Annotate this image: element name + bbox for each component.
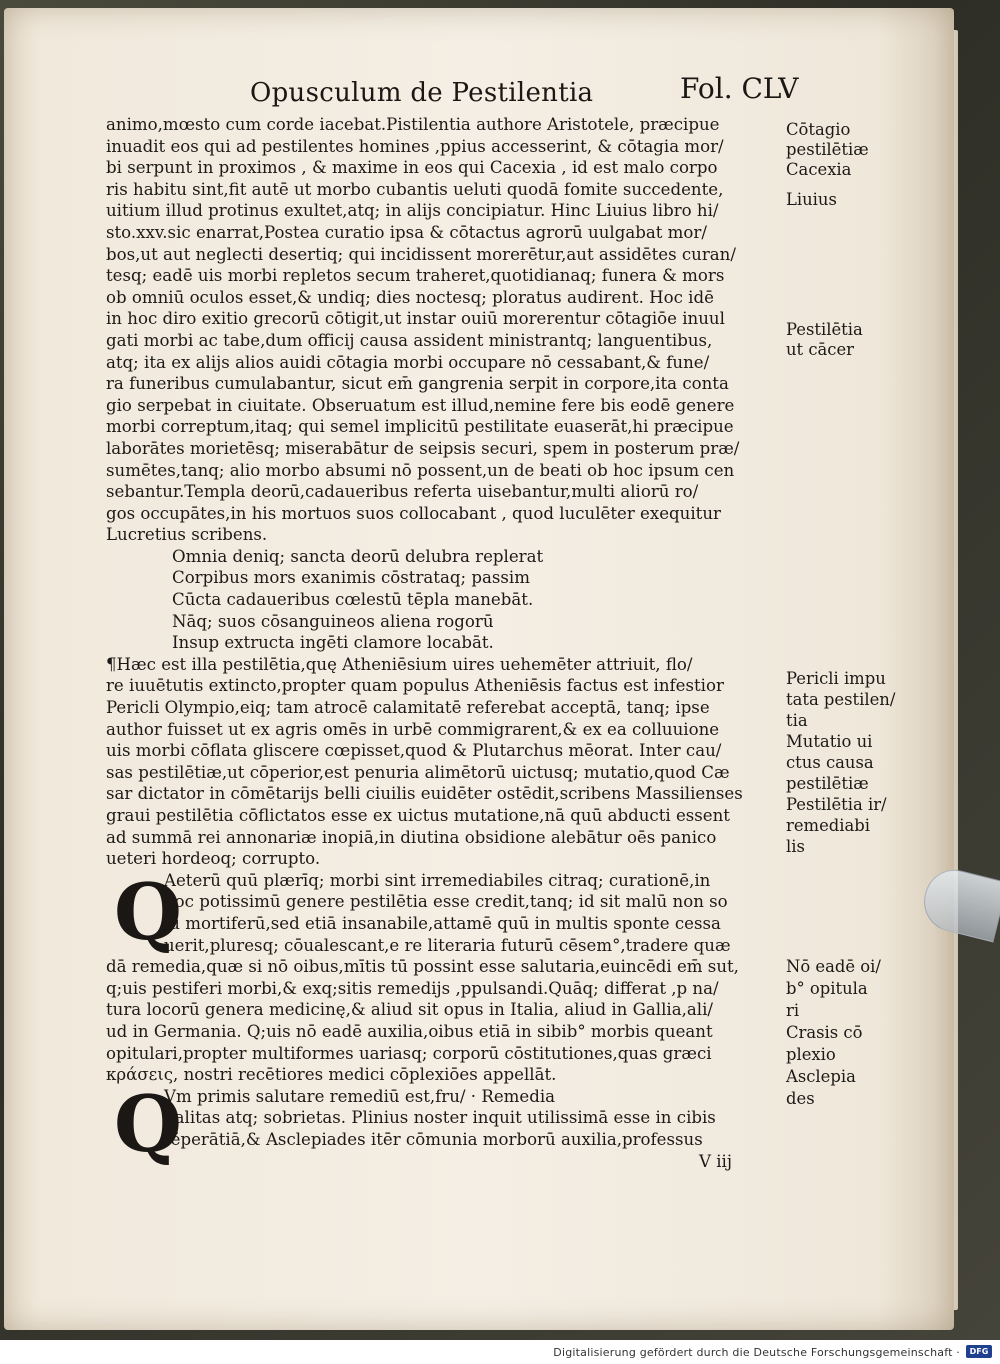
marginal-note-crasis (786, 956, 936, 1110)
text-line: re iuuētutis extincto,propter quam populus Atheniēsis factus est infestior (106, 676, 724, 696)
text-line: ueteri hordeoq; corrupto. (106, 849, 321, 869)
text-line: gio serpebat in ciuitate. Obseruatum est illud,nemine fere bis eodē genere (106, 395, 735, 415)
text-line: atq; ita ex alijs alios auidi cōtagia morbi occupare nō cessabant,& fune/ (106, 352, 710, 372)
marginal-line: Cōtagio (786, 120, 851, 139)
text-line: graui pestilētia cōflictatos esse ex uictus mutatione,nā quū abducti essent (106, 806, 730, 825)
paragraph-3 (106, 866, 772, 1086)
text-line: bi serpunt in proximos , & maxime in eos qui Cacexia , id est malo corpo (106, 158, 718, 178)
text-line: Vm primis salutare remediū est,fru/ · Remedia (164, 1086, 556, 1106)
text-line: author fuisset ut ex agris omēs in urbē commigrarent,& ex ea colluuione (106, 719, 720, 739)
paragraph-4 (106, 1078, 772, 1172)
verse-line: Nāq; suos cōsanguineos aliena rogorū (172, 611, 494, 631)
text-line: ris habitu sint,fit autē ut morbo cubantis ueluti quodā fomite succedente, (106, 179, 724, 199)
marginal-line: b° opitula (786, 979, 868, 998)
paragraph-1 (106, 114, 772, 546)
text-line: Aeterū quū plærīq; morbi sint irremediabiles citraq; curationē,in (164, 870, 711, 890)
marginal-line: Pericli impu (786, 669, 886, 688)
marginal-line: Asclepia (786, 1067, 856, 1086)
verse-line: Corpibus mors exanimis cōstrataq; passim (172, 568, 530, 588)
main-text-block (106, 114, 772, 1172)
marginal-line: Cacexia (786, 160, 852, 179)
text-line: ¶Hæc est illa pestilētia,quę Atheniēsium uires uehemēter attriuit, flo/ (106, 654, 693, 674)
marginal-line: ut cācer (786, 340, 855, 359)
text-line: q;uis pestiferi morbi,& exq;sitis remedijs ,ppulsandi.Quāq; differat ,p na/ (106, 978, 719, 998)
text-line: sar dictator in cōmētarijs belli ciuilis euidēter ostēdit,scribens Massilienses (106, 784, 743, 804)
text-line: tēperātiā,& Asclepiades itēr cōmunia morborū auxilia,professus (164, 1129, 703, 1149)
marginal-line: Pestilētia (786, 320, 863, 339)
text-line: galitas atq; sobrietas. Plinius noster inquit utilissimā esse in cibis (164, 1108, 716, 1128)
marginal-line: remediabi (786, 816, 871, 835)
running-title: Opusculum de Pestilentia (250, 78, 594, 108)
marginal-line: Pestilētia ir/ (786, 795, 887, 814)
text-line: bos,ut aut neglecti desertiq; qui incidissent morerētur,aut assidētes curan/ (106, 244, 736, 264)
text-line: ra funeribus cumulabantur, sicut em̄ gangrenia serpit in corpore,ita conta (106, 374, 729, 394)
text-line: uitium illud protinus exultet,atq; in alijs concipiatur. Hinc Liuius libro hi/ (106, 201, 719, 221)
decorated-initial: Q (114, 866, 182, 958)
text-line: sumētes,tanq; alio morbo absumi nō possent,un de beati ob hoc ipsum cen (106, 460, 735, 480)
marginal-note-contagio (786, 120, 936, 180)
verse-line: Omnia deniq; sancta deorū delubra replerat (172, 546, 544, 566)
text-line: inuadit eos qui ad pestilentes homines ,ppius accesserint, & cōtagia mor/ (106, 136, 724, 156)
marginal-note-cancer (786, 320, 936, 360)
verse-line: Insup extructa ingēti clamore locabāt. (172, 633, 494, 653)
text-line: hoc potissimū genere pestilētia esse credit,tanq; id sit malū non so (164, 892, 728, 912)
folio-number: Fol. CLV (680, 72, 799, 105)
marginal-line: Liuius (786, 190, 837, 209)
marginal-line: Mutatio ui (786, 732, 873, 751)
text-line: Lucretius scribens. (106, 525, 268, 545)
text-line: opitulari,propter multiformes uariasq; corporū cōstitutiones,quas græci (106, 1043, 712, 1063)
marginal-line: des (786, 1089, 815, 1108)
text-line: sas pestilētiæ,ut cōperior,est penuria alimētorū uictusq; mutatio,quod Cæ (106, 762, 730, 782)
text-line: gati morbi ac tabe,dum officij causa assident ministrantq; languentibus, (106, 330, 713, 350)
text-line: in hoc diro exitio grecorū cōtigit,ut instar ouiū morerentur cōtagiōe inuul (106, 309, 725, 329)
paragraph-2 (106, 654, 772, 870)
marginal-line: pestilētiæ (786, 140, 869, 159)
funding-credit: Digitalisierung gefördert durch die Deutsche Forschungsgemeinschaft · (553, 1346, 960, 1359)
marginal-note-pericli (786, 668, 936, 857)
verse-quotation (106, 546, 772, 654)
verse-line: Cūcta cadaueribus cœlestū tēpla manebāt. (172, 590, 534, 610)
dfg-logo-icon: DFG (966, 1345, 992, 1358)
text-line: gos occupātes,in his mortuos suos collocabant , quod luculēter exequitur (106, 503, 721, 523)
marginal-line: ctus causa (786, 753, 874, 772)
decorated-initial: Q (114, 1078, 182, 1170)
marginal-line: pestilētiæ (786, 774, 869, 793)
marginal-line: ri (786, 1001, 800, 1020)
text-line: ad summā rei annonariæ inopiā,in diutina obsidione alebātur oēs panico (106, 827, 717, 847)
text-line: laborātes morietēsq; miserabātur de seipsis securi, spem in posterum præ/ (106, 438, 740, 458)
marginal-note-liuius (786, 190, 936, 210)
text-line: dā remedia,quæ si nō oibus,mītis tū possint esse salutaria,euincēdi em̄ sut, (106, 957, 739, 977)
text-line: sebantur.Templa deorū,cadaueribus referta uisebantur,multi aliorū ro/ (106, 482, 699, 502)
text-line: κράσεις, nostri recētiores medici cōplexiōes appellāt. (106, 1065, 557, 1085)
text-line: uis morbi cōflata gliscere cœpisset,quod & Plutarchus mēorat. Inter cau/ (106, 741, 722, 761)
text-line: uerit,pluresq; cōualescant,e re literaria futurū cēsem°,tradere quæ (164, 935, 731, 955)
text-line: animo,mœsto cum corde iacebat.Pistilentia authore Aristotele, præcipue (106, 115, 720, 134)
signature-mark: V iij (698, 1151, 732, 1171)
text-line: ob omniū oculos esset,& undiq; dies noctesq; ploratus audirent. Hoc idē (106, 287, 714, 307)
text-line: ud in Germania. Q;uis nō eadē auxilia,oibus etiā in sibib° morbis queant (106, 1021, 713, 1041)
text-line: morbi correptum,itaq; qui semel implicitū pestilitate euaserāt,hi præcipue (106, 417, 734, 437)
text-line: tura locorū genera medicinę,& aliud sit opus in Italia, aliud in Gallia,ali/ (106, 1000, 713, 1020)
marginal-line: Crasis cō (786, 1023, 863, 1042)
text-line: Pericli Olympio,eiq; tam atrocē calamitatē referebat acceptā, tanq; ipse (106, 698, 710, 718)
digitization-footer (0, 1340, 1000, 1364)
text-line: sto.xxv.sic enarrat,Postea curatio ipsa & cōtactus agrorū uulgabat mor/ (106, 222, 707, 242)
text-line: tesq; eadē uis morbi repletos secum traheret,quotidianaq; funera & mors (106, 266, 725, 286)
text-line: lū mortiferū,sed etiā insanabile,attamē quū in multis sponte cessa (164, 913, 721, 933)
marginal-line: tata pestilen/ (786, 690, 896, 709)
marginal-line: Nō eadē oi/ (786, 957, 881, 976)
marginal-line: plexio (786, 1045, 836, 1064)
marginal-line: tia (786, 711, 808, 730)
marginal-line: lis (786, 837, 805, 856)
